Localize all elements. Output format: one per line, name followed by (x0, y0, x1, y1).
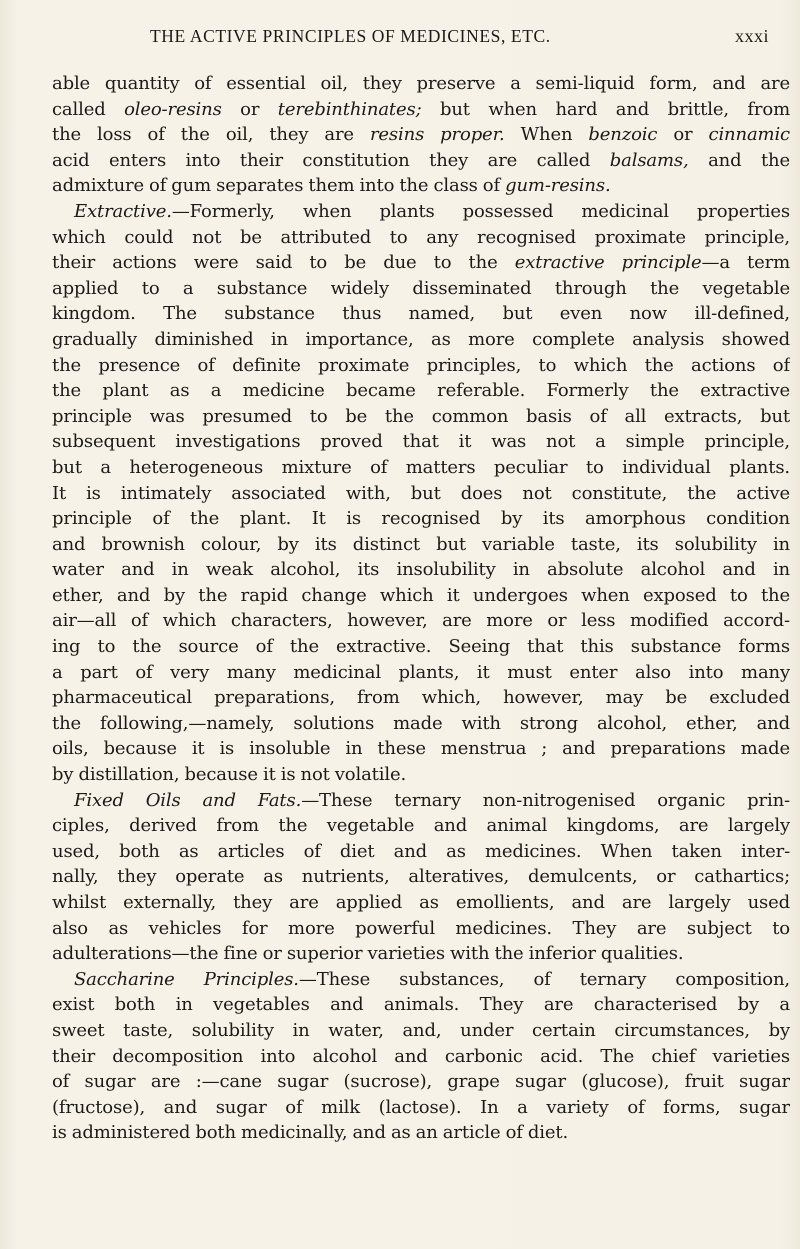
text-run: sweet taste, solubility in water, and, under certain circumstances, by (52, 1019, 790, 1041)
text-line (52, 353, 790, 379)
text-line (52, 992, 790, 1018)
text-run: the loss of the oil, they are (52, 124, 370, 146)
italic-term: terebinthinates; (277, 98, 422, 120)
text-run: adulterations—the fine or superior varieties with the inferior qualities. (52, 943, 684, 965)
text-run: or (221, 98, 278, 120)
text-line (52, 967, 790, 993)
text-run: used, both as articles of diet and as medicines. When taken inter- (52, 840, 790, 862)
text-run: pharmaceutical preparations, from which, however, may be excluded (52, 687, 790, 709)
text-line (52, 532, 790, 558)
italic-term: extractive principle (514, 252, 702, 274)
text-line (52, 199, 790, 225)
text-run: kingdom. The substance thus named, but even now ill-defined, (52, 303, 790, 325)
text-run: but when hard and brittle, from (421, 98, 790, 120)
text-run: the following,—namely, solutions made with strong alcohol, ether, and (52, 712, 790, 734)
text-line (52, 634, 790, 660)
text-line (52, 1095, 790, 1121)
text-run: ciples, derived from the vegetable and animal kingdoms, are largely (52, 815, 790, 837)
text-run: called (52, 98, 125, 120)
text-line (52, 583, 790, 609)
text-run: When (504, 124, 589, 146)
text-line (52, 455, 790, 481)
running-head-title: THE ACTIVE PRINCIPLES OF MEDICINES, ETC. (150, 26, 551, 46)
text-run: able quantity of essential oil, they preserve a semi-liquid form, and are (52, 73, 790, 94)
text-run: water and in weak alcohol, its insolubility in absolute alcohol and in (52, 559, 790, 581)
text-run: It is intimately associated with, but does not constitute, the active (52, 482, 790, 504)
text-run: acid enters into their constitution they are called (52, 149, 610, 171)
body-text (52, 71, 790, 1146)
text-line (52, 813, 790, 839)
text-run: gradually diminished in importance, as more complete analysis showed (52, 328, 790, 350)
text-line (52, 1044, 790, 1070)
text-line (52, 864, 790, 890)
text-run: ether, and by the rapid change which it undergoes when exposed to the (52, 584, 790, 606)
italic-term: gum-resins. (505, 175, 611, 197)
text-run: nally, they operate as nutrients, alteratives, demulcents, or cathartics; (52, 866, 790, 888)
text-run: ing to the source of the extractive. Seeing that this substance forms (52, 636, 790, 658)
text-line (52, 97, 790, 123)
text-run: also as vehicles for more powerful medicines. They are subject to (52, 917, 790, 939)
text-line (52, 404, 790, 430)
italic-term: cinnamic (708, 124, 790, 146)
running-head (0, 26, 800, 56)
text-line (52, 481, 790, 507)
italic-term: resins proper. (369, 124, 505, 146)
text-line (52, 890, 790, 916)
text-run: admixture of gum separates them into the class of (52, 175, 506, 197)
text-line (52, 429, 790, 455)
text-run: whilst externally, they are applied as emollients, and are largely used (52, 892, 790, 913)
italic-term: oleo-resins (124, 98, 222, 120)
text-run: subsequent investigations proved that it was not a simple principle, (52, 431, 790, 453)
text-run: exist both in vegetables and animals. They are characterised by a (52, 994, 790, 1016)
text-run: —a term (701, 252, 790, 274)
text-run: —These substances, of ternary composition, (298, 968, 790, 990)
text-line (52, 839, 790, 865)
text-run: —Formerly, when plants possessed medicinal properties (171, 200, 790, 222)
text-run: or (657, 124, 709, 146)
text-line (52, 301, 790, 327)
text-line (52, 276, 790, 302)
text-run: is administered both medicinally, and as an article of diet. (52, 1122, 569, 1144)
italic-term: Saccharine Principles. (74, 968, 299, 990)
text-line (52, 1018, 790, 1044)
text-line (52, 736, 790, 762)
text-run: principle was presumed to be the common basis of all extracts, but (52, 405, 790, 427)
text-line (52, 327, 790, 353)
text-run: their actions were said to be due to the (52, 252, 515, 274)
text-run: of sugar are :—cane sugar (sucrose), grape sugar (glucose), fruit sugar (52, 1071, 790, 1093)
italic-term: balsams, (609, 149, 689, 171)
text-run: applied to a substance widely disseminated through the vegetable (52, 277, 790, 299)
text-line (52, 148, 790, 174)
text-line (52, 506, 790, 532)
text-run: and the (688, 149, 790, 171)
italic-term: benzoic (588, 124, 658, 146)
text-run: the plant as a medicine became referable. Formerly the extractive (52, 380, 790, 402)
text-line (52, 660, 790, 686)
text-line (52, 711, 790, 737)
page-number: xxxi (735, 26, 770, 46)
text-line (52, 685, 790, 711)
text-line (52, 557, 790, 583)
text-run: a part of very many medicinal plants, it must enter also into many (52, 661, 790, 683)
text-line (52, 173, 790, 199)
text-run: but a heterogeneous mixture of matters peculiar to individual plants. (52, 456, 790, 478)
text-run: —These ternary non-nitrogenised organic prin- (301, 789, 790, 811)
italic-term: Extractive. (74, 200, 172, 222)
text-line (52, 250, 790, 276)
text-run: which could not be attributed to any recognised proximate principle, (52, 226, 790, 248)
text-run: by distillation, because it is not volatile. (52, 764, 407, 786)
text-line (52, 1069, 790, 1095)
italic-term: Fixed Oils and Fats. (74, 789, 302, 811)
text-line (52, 941, 790, 967)
text-line (52, 916, 790, 942)
text-line (52, 71, 790, 97)
text-line (52, 788, 790, 814)
text-run: the presence of definite proximate principles, to which the actions of (52, 354, 790, 376)
text-line (52, 1120, 790, 1146)
text-run: and brownish colour, by its distinct but variable taste, its solubility in (52, 533, 790, 555)
text-run: their decomposition into alcohol and carbonic acid. The chief varieties (52, 1045, 790, 1067)
text-run: (fructose), and sugar of milk (lactose). In a variety of forms, sugar (52, 1096, 790, 1118)
text-line (52, 378, 790, 404)
text-run: principle of the plant. It is recognised by its amorphous condition (52, 508, 790, 530)
text-line (52, 608, 790, 634)
text-line (52, 762, 790, 788)
text-run: air—all of which characters, however, are more or less modified accord- (52, 610, 790, 632)
text-line (52, 225, 790, 251)
text-run: oils, because it is insoluble in these menstrua ; and preparations made (52, 738, 790, 760)
text-line (52, 122, 790, 148)
